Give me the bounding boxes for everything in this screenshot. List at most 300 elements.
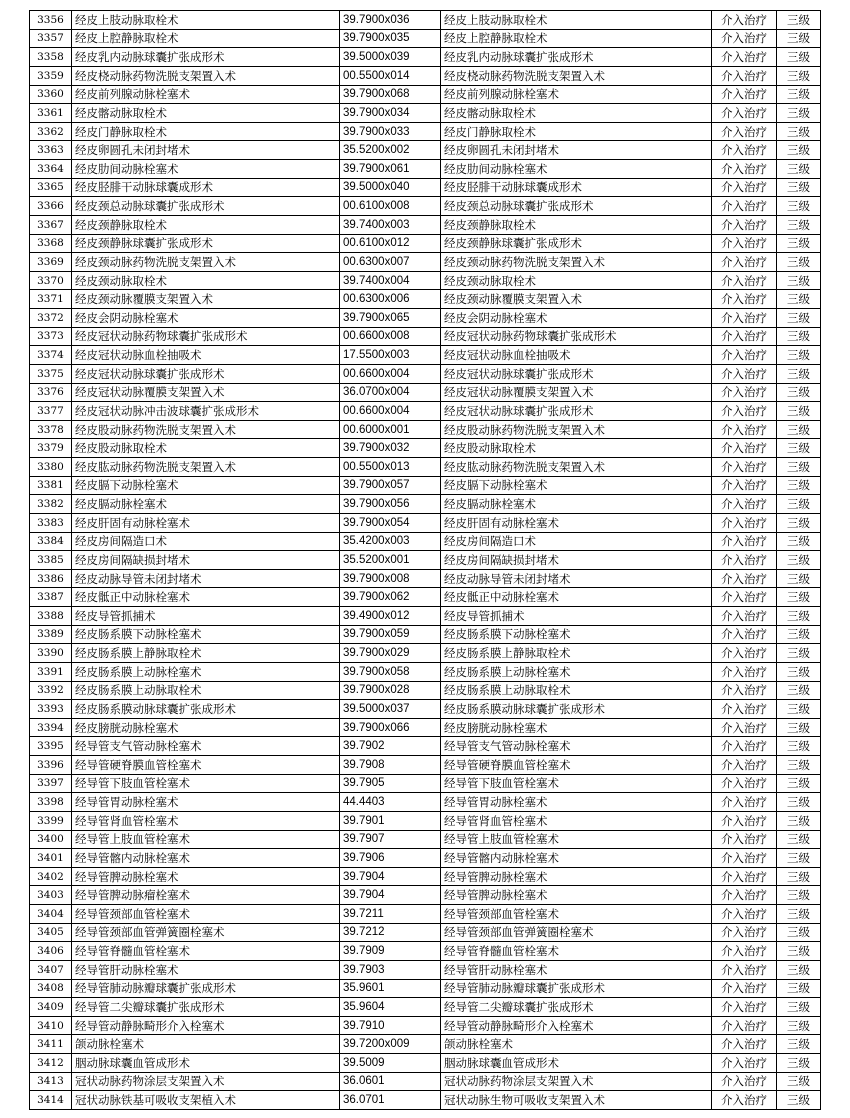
procedure-name: 经皮会阴动脉栓塞术 — [72, 309, 340, 328]
table-row — [30, 290, 821, 309]
procedure-category: 介入治疗 — [712, 830, 777, 849]
procedure-code: 44.4403 — [340, 793, 441, 812]
procedure-grade: 三级 — [777, 234, 821, 253]
procedure-grade: 三级 — [777, 905, 821, 924]
procedure-category: 介入治疗 — [712, 402, 777, 421]
table-row — [30, 830, 821, 849]
coded-procedure-name: 经皮冠状动脉球囊扩张成形术 — [441, 402, 712, 421]
table-row — [30, 215, 821, 234]
coded-procedure-name: 经导管脊髓血管栓塞术 — [441, 942, 712, 961]
row-number: 3400 — [30, 830, 72, 849]
procedure-grade: 三级 — [777, 346, 821, 365]
table-row — [30, 1016, 821, 1035]
procedure-category: 介入治疗 — [712, 681, 777, 700]
coded-procedure-name: 经导管脾动脉栓塞术 — [441, 886, 712, 905]
procedure-category: 介入治疗 — [712, 309, 777, 328]
table-row — [30, 569, 821, 588]
coded-procedure-name: 经皮前列腺动脉栓塞术 — [441, 85, 712, 104]
row-number: 3356 — [30, 11, 72, 30]
procedure-category: 介入治疗 — [712, 104, 777, 123]
procedure-grade: 三级 — [777, 104, 821, 123]
table-row — [30, 122, 821, 141]
procedure-category: 介入治疗 — [712, 122, 777, 141]
coded-procedure-name: 经皮颈动脉覆膜支架置入术 — [441, 290, 712, 309]
procedure-name: 经皮骶正中动脉栓塞术 — [72, 588, 340, 607]
procedure-category: 介入治疗 — [712, 458, 777, 477]
procedure-category: 介入治疗 — [712, 178, 777, 197]
row-number: 3413 — [30, 1072, 72, 1091]
procedure-name: 经皮股动脉取栓术 — [72, 439, 340, 458]
procedure-code: 00.6000x001 — [340, 420, 441, 439]
procedure-name: 经导管上肢血管栓塞术 — [72, 830, 340, 849]
procedure-name: 经皮上腔静脉取栓术 — [72, 29, 340, 48]
table-row — [30, 532, 821, 551]
procedure-category: 介入治疗 — [712, 215, 777, 234]
coded-procedure-name: 经皮冠状动脉血栓抽吸术 — [441, 346, 712, 365]
coded-procedure-name: 经皮膀胱动脉栓塞术 — [441, 718, 712, 737]
procedure-name: 经皮肝固有动脉栓塞术 — [72, 513, 340, 532]
procedure-name: 经皮冠状动脉冲击波球囊扩张成形术 — [72, 402, 340, 421]
coded-procedure-name: 经皮肱动脉药物洗脱支架置入术 — [441, 458, 712, 477]
procedure-name: 经导管支气管动脉栓塞术 — [72, 737, 340, 756]
row-number: 3375 — [30, 364, 72, 383]
coded-procedure-name: 经皮肠系膜下动脉栓塞术 — [441, 625, 712, 644]
procedure-category: 介入治疗 — [712, 383, 777, 402]
coded-procedure-name: 经皮股动脉取栓术 — [441, 439, 712, 458]
procedure-code: 35.5200x002 — [340, 141, 441, 160]
row-number: 3368 — [30, 234, 72, 253]
row-number: 3392 — [30, 681, 72, 700]
procedure-category: 介入治疗 — [712, 1016, 777, 1035]
coded-procedure-name: 经导管肺动脉瓣球囊扩张成形术 — [441, 979, 712, 998]
procedure-name: 经皮颈静脉取栓术 — [72, 215, 340, 234]
table-row — [30, 756, 821, 775]
procedure-code: 39.7906 — [340, 849, 441, 868]
procedure-category: 介入治疗 — [712, 253, 777, 272]
procedure-grade: 三级 — [777, 960, 821, 979]
coded-procedure-name: 经导管髂内动脉栓塞术 — [441, 849, 712, 868]
procedure-category: 介入治疗 — [712, 923, 777, 942]
procedure-name: 经导管二尖瓣球囊扩张成形术 — [72, 998, 340, 1017]
row-number: 3412 — [30, 1054, 72, 1073]
coded-procedure-name: 经皮冠状动脉球囊扩张成形术 — [441, 364, 712, 383]
procedure-grade: 三级 — [777, 793, 821, 812]
procedure-code: 39.7905 — [340, 774, 441, 793]
procedure-code: 35.4200x003 — [340, 532, 441, 551]
procedure-name: 经皮髂动脉取栓术 — [72, 104, 340, 123]
table-row — [30, 513, 821, 532]
procedure-category: 介入治疗 — [712, 718, 777, 737]
table-row — [30, 1035, 821, 1054]
procedure-name: 经皮颈动脉覆膜支架置入术 — [72, 290, 340, 309]
procedure-code: 36.0700x004 — [340, 383, 441, 402]
table-row — [30, 66, 821, 85]
procedure-name: 颌动脉栓塞术 — [72, 1035, 340, 1054]
table-row — [30, 923, 821, 942]
procedure-grade: 三级 — [777, 867, 821, 886]
row-number: 3410 — [30, 1016, 72, 1035]
procedure-name: 经皮膈下动脉栓塞术 — [72, 476, 340, 495]
procedure-grade: 三级 — [777, 160, 821, 179]
table-row — [30, 1054, 821, 1073]
row-number: 3408 — [30, 979, 72, 998]
procedure-category: 介入治疗 — [712, 737, 777, 756]
procedure-category: 介入治疗 — [712, 234, 777, 253]
procedure-table-body — [30, 11, 821, 1110]
procedure-code: 39.7211 — [340, 905, 441, 924]
procedure-category: 介入治疗 — [712, 886, 777, 905]
row-number: 3402 — [30, 867, 72, 886]
procedure-code: 39.7909 — [340, 942, 441, 961]
procedure-category: 介入治疗 — [712, 1091, 777, 1110]
row-number: 3378 — [30, 420, 72, 439]
table-row — [30, 160, 821, 179]
procedure-grade: 三级 — [777, 383, 821, 402]
table-row — [30, 700, 821, 719]
procedure-grade: 三级 — [777, 1091, 821, 1110]
procedure-name: 经导管脾动脉栓塞术 — [72, 867, 340, 886]
coded-procedure-name: 经导管二尖瓣球囊扩张成形术 — [441, 998, 712, 1017]
procedure-code: 39.7900x029 — [340, 644, 441, 663]
procedure-grade: 三级 — [777, 811, 821, 830]
row-number: 3357 — [30, 29, 72, 48]
procedure-name: 经导管硬脊膜血管栓塞术 — [72, 756, 340, 775]
procedure-grade: 三级 — [777, 66, 821, 85]
procedure-category: 介入治疗 — [712, 29, 777, 48]
row-number: 3364 — [30, 160, 72, 179]
procedure-grade: 三级 — [777, 849, 821, 868]
row-number: 3404 — [30, 905, 72, 924]
row-number: 3370 — [30, 271, 72, 290]
row-number: 3365 — [30, 178, 72, 197]
procedure-grade: 三级 — [777, 178, 821, 197]
procedure-code: 39.4900x012 — [340, 607, 441, 626]
procedure-grade: 三级 — [777, 271, 821, 290]
procedure-grade: 三级 — [777, 513, 821, 532]
row-number: 3367 — [30, 215, 72, 234]
procedure-category: 介入治疗 — [712, 439, 777, 458]
procedure-grade: 三级 — [777, 364, 821, 383]
procedure-code: 00.6600x004 — [340, 364, 441, 383]
procedure-category: 介入治疗 — [712, 849, 777, 868]
procedure-name: 经皮肠系膜上静脉取栓术 — [72, 644, 340, 663]
coded-procedure-name: 经皮骶正中动脉栓塞术 — [441, 588, 712, 607]
row-number: 3405 — [30, 923, 72, 942]
row-number: 3376 — [30, 383, 72, 402]
coded-procedure-name: 经导管肾血管栓塞术 — [441, 811, 712, 830]
procedure-name: 经皮冠状动脉血栓抽吸术 — [72, 346, 340, 365]
row-number: 3384 — [30, 532, 72, 551]
procedure-code: 17.5500x003 — [340, 346, 441, 365]
row-number: 3373 — [30, 327, 72, 346]
coded-procedure-name: 冠状动脉药物涂层支架置入术 — [441, 1072, 712, 1091]
table-row — [30, 1091, 821, 1110]
procedure-name: 经导管肾血管栓塞术 — [72, 811, 340, 830]
table-row — [30, 104, 821, 123]
table-row — [30, 458, 821, 477]
row-number: 3387 — [30, 588, 72, 607]
row-number: 3391 — [30, 662, 72, 681]
procedure-category: 介入治疗 — [712, 513, 777, 532]
table-row — [30, 309, 821, 328]
procedure-grade: 三级 — [777, 774, 821, 793]
coded-procedure-name: 冠状动脉生物可吸收支架置入术 — [441, 1091, 712, 1110]
coded-procedure-name: 经皮膈动脉栓塞术 — [441, 495, 712, 514]
row-number: 3395 — [30, 737, 72, 756]
table-row — [30, 849, 821, 868]
procedure-category: 介入治疗 — [712, 644, 777, 663]
row-number: 3407 — [30, 960, 72, 979]
procedure-grade: 三级 — [777, 1035, 821, 1054]
coded-procedure-name: 经皮颈动脉药物洗脱支架置入术 — [441, 253, 712, 272]
procedure-name: 经皮肠系膜动脉球囊扩张成形术 — [72, 700, 340, 719]
procedure-code: 39.7400x004 — [340, 271, 441, 290]
procedure-code: 39.7900x058 — [340, 662, 441, 681]
procedure-name: 经皮颈静脉球囊扩张成形术 — [72, 234, 340, 253]
procedure-code: 00.5500x014 — [340, 66, 441, 85]
row-number: 3399 — [30, 811, 72, 830]
coded-procedure-name: 经皮房间隔造口术 — [441, 532, 712, 551]
row-number: 3361 — [30, 104, 72, 123]
table-row — [30, 1072, 821, 1091]
table-row — [30, 644, 821, 663]
table-row — [30, 383, 821, 402]
table-row — [30, 681, 821, 700]
procedure-code: 39.7900x034 — [340, 104, 441, 123]
procedure-category: 介入治疗 — [712, 364, 777, 383]
procedure-name: 经皮颈总动脉球囊扩张成形术 — [72, 197, 340, 216]
procedure-code: 39.7900x066 — [340, 718, 441, 737]
procedure-grade: 三级 — [777, 327, 821, 346]
coded-procedure-name: 经导管肝动脉栓塞术 — [441, 960, 712, 979]
procedure-code: 39.7400x003 — [340, 215, 441, 234]
procedure-grade: 三级 — [777, 48, 821, 67]
table-row — [30, 718, 821, 737]
procedure-grade: 三级 — [777, 886, 821, 905]
procedure-category: 介入治疗 — [712, 607, 777, 626]
procedure-name: 经皮导管抓捕术 — [72, 607, 340, 626]
row-number: 3397 — [30, 774, 72, 793]
procedure-category: 介入治疗 — [712, 793, 777, 812]
procedure-code: 39.7900x032 — [340, 439, 441, 458]
procedure-category: 介入治疗 — [712, 11, 777, 30]
table-row — [30, 960, 821, 979]
procedure-name: 经导管脾动脉瘤栓塞术 — [72, 886, 340, 905]
procedure-code: 39.7900x068 — [340, 85, 441, 104]
table-row — [30, 979, 821, 998]
table-row — [30, 867, 821, 886]
procedure-grade: 三级 — [777, 681, 821, 700]
procedure-category: 介入治疗 — [712, 662, 777, 681]
procedure-code: 39.7900x057 — [340, 476, 441, 495]
procedure-code: 39.7900x035 — [340, 29, 441, 48]
procedure-code: 35.5200x001 — [340, 551, 441, 570]
procedure-name: 经导管脊髓血管栓塞术 — [72, 942, 340, 961]
coded-procedure-name: 经皮颈静脉取栓术 — [441, 215, 712, 234]
procedure-code: 39.5000x040 — [340, 178, 441, 197]
coded-procedure-name: 经皮股动脉药物洗脱支架置入术 — [441, 420, 712, 439]
procedure-name: 经皮前列腺动脉栓塞术 — [72, 85, 340, 104]
row-number: 3358 — [30, 48, 72, 67]
procedure-name: 经皮门静脉取栓术 — [72, 122, 340, 141]
procedure-code: 39.7900x059 — [340, 625, 441, 644]
procedure-category: 介入治疗 — [712, 774, 777, 793]
coded-procedure-name: 经皮肠系膜上静脉取栓术 — [441, 644, 712, 663]
procedure-code: 00.6100x012 — [340, 234, 441, 253]
procedure-table — [29, 10, 821, 1110]
procedure-code: 39.7900x065 — [340, 309, 441, 328]
procedure-name: 经皮膀胱动脉栓塞术 — [72, 718, 340, 737]
procedure-category: 介入治疗 — [712, 290, 777, 309]
procedure-code: 39.7200x009 — [340, 1035, 441, 1054]
row-number: 3414 — [30, 1091, 72, 1110]
coded-procedure-name: 经皮肝固有动脉栓塞术 — [441, 513, 712, 532]
procedure-code: 35.9601 — [340, 979, 441, 998]
row-number: 3406 — [30, 942, 72, 961]
procedure-grade: 三级 — [777, 402, 821, 421]
procedure-name: 经皮房间隔造口术 — [72, 532, 340, 551]
procedure-code: 39.7900x028 — [340, 681, 441, 700]
table-row — [30, 774, 821, 793]
table-row — [30, 942, 821, 961]
procedure-grade: 三级 — [777, 718, 821, 737]
procedure-code: 39.7900x008 — [340, 569, 441, 588]
procedure-name: 经导管颈部血管弹簧圈栓塞术 — [72, 923, 340, 942]
coded-procedure-name: 经皮上肢动脉取栓术 — [441, 11, 712, 30]
procedure-category: 介入治疗 — [712, 1054, 777, 1073]
procedure-name: 经皮股动脉药物洗脱支架置入术 — [72, 420, 340, 439]
procedure-name: 经皮肠系膜上动脉栓塞术 — [72, 662, 340, 681]
procedure-code: 39.7908 — [340, 756, 441, 775]
procedure-category: 介入治疗 — [712, 495, 777, 514]
procedure-name: 经皮房间隔缺损封堵术 — [72, 551, 340, 570]
procedure-category: 介入治疗 — [712, 588, 777, 607]
row-number: 3362 — [30, 122, 72, 141]
table-row — [30, 48, 821, 67]
procedure-grade: 三级 — [777, 1054, 821, 1073]
coded-procedure-name: 经导管支气管动脉栓塞术 — [441, 737, 712, 756]
coded-procedure-name: 经皮门静脉取栓术 — [441, 122, 712, 141]
procedure-code: 39.7901 — [340, 811, 441, 830]
coded-procedure-name: 经导管颈部血管栓塞术 — [441, 905, 712, 924]
procedure-name: 经导管颈部血管栓塞术 — [72, 905, 340, 924]
procedure-grade: 三级 — [777, 588, 821, 607]
table-row — [30, 662, 821, 681]
table-row — [30, 29, 821, 48]
row-number: 3386 — [30, 569, 72, 588]
table-row — [30, 141, 821, 160]
coded-procedure-name: 经皮肠系膜动脉球囊扩张成形术 — [441, 700, 712, 719]
table-row — [30, 85, 821, 104]
table-row — [30, 271, 821, 290]
procedure-name: 经皮上肢动脉取栓术 — [72, 11, 340, 30]
row-number: 3385 — [30, 551, 72, 570]
procedure-category: 介入治疗 — [712, 625, 777, 644]
table-row — [30, 11, 821, 30]
procedure-name: 经皮冠状动脉覆膜支架置入术 — [72, 383, 340, 402]
procedure-name: 经导管动静脉畸形介入栓塞术 — [72, 1016, 340, 1035]
row-number: 3403 — [30, 886, 72, 905]
procedure-name: 经皮乳内动脉球囊扩张成形术 — [72, 48, 340, 67]
procedure-code: 35.9604 — [340, 998, 441, 1017]
procedure-category: 介入治疗 — [712, 141, 777, 160]
procedure-grade: 三级 — [777, 29, 821, 48]
table-row — [30, 253, 821, 272]
procedure-category: 介入治疗 — [712, 48, 777, 67]
procedure-category: 介入治疗 — [712, 327, 777, 346]
procedure-grade: 三级 — [777, 923, 821, 942]
table-row — [30, 402, 821, 421]
coded-procedure-name: 经导管颈部血管弹簧圈栓塞术 — [441, 923, 712, 942]
procedure-grade: 三级 — [777, 253, 821, 272]
procedure-category: 介入治疗 — [712, 998, 777, 1017]
coded-procedure-name: 经导管下肢血管栓塞术 — [441, 774, 712, 793]
procedure-grade: 三级 — [777, 85, 821, 104]
row-number: 3411 — [30, 1035, 72, 1054]
coded-procedure-name: 经导管硬脊膜血管栓塞术 — [441, 756, 712, 775]
table-row — [30, 476, 821, 495]
procedure-grade: 三级 — [777, 532, 821, 551]
procedure-grade: 三级 — [777, 141, 821, 160]
procedure-category: 介入治疗 — [712, 346, 777, 365]
procedure-name: 经导管肺动脉瓣球囊扩张成形术 — [72, 979, 340, 998]
procedure-code: 39.7903 — [340, 960, 441, 979]
row-number: 3401 — [30, 849, 72, 868]
procedure-grade: 三级 — [777, 309, 821, 328]
coded-procedure-name: 经皮肋间动脉栓塞术 — [441, 160, 712, 179]
procedure-name: 经皮胫腓干动脉球囊成形术 — [72, 178, 340, 197]
coded-procedure-name: 经皮动脉导管未闭封堵术 — [441, 569, 712, 588]
row-number: 3389 — [30, 625, 72, 644]
table-row — [30, 364, 821, 383]
procedure-category: 介入治疗 — [712, 551, 777, 570]
procedure-grade: 三级 — [777, 439, 821, 458]
procedure-grade: 三级 — [777, 569, 821, 588]
coded-procedure-name: 经皮冠状动脉覆膜支架置入术 — [441, 383, 712, 402]
procedure-name: 经皮肠系膜下动脉栓塞术 — [72, 625, 340, 644]
procedure-code: 39.7904 — [340, 867, 441, 886]
procedure-category: 介入治疗 — [712, 700, 777, 719]
coded-procedure-name: 经皮冠状动脉药物球囊扩张成形术 — [441, 327, 712, 346]
procedure-code: 39.7900x054 — [340, 513, 441, 532]
procedure-name: 胭动脉球囊血管成形术 — [72, 1054, 340, 1073]
procedure-grade: 三级 — [777, 551, 821, 570]
table-row — [30, 588, 821, 607]
procedure-code: 36.0601 — [340, 1072, 441, 1091]
table-row — [30, 439, 821, 458]
procedure-name: 冠状动脉药物涂层支架置入术 — [72, 1072, 340, 1091]
coded-procedure-name: 经皮髂动脉取栓术 — [441, 104, 712, 123]
row-number: 3369 — [30, 253, 72, 272]
table-row — [30, 495, 821, 514]
table-row — [30, 625, 821, 644]
coded-procedure-name: 经皮肠系膜上动脉栓塞术 — [441, 662, 712, 681]
procedure-code: 39.7904 — [340, 886, 441, 905]
table-row — [30, 178, 821, 197]
row-number: 3396 — [30, 756, 72, 775]
procedure-category: 介入治疗 — [712, 420, 777, 439]
procedure-code: 39.7900x033 — [340, 122, 441, 141]
procedure-category: 介入治疗 — [712, 271, 777, 290]
coded-procedure-name: 经导管上肢血管栓塞术 — [441, 830, 712, 849]
procedure-category: 介入治疗 — [712, 979, 777, 998]
table-row — [30, 346, 821, 365]
procedure-grade: 三级 — [777, 737, 821, 756]
row-number: 3379 — [30, 439, 72, 458]
procedure-code: 39.5000x037 — [340, 700, 441, 719]
procedure-category: 介入治疗 — [712, 867, 777, 886]
coded-procedure-name: 经导管胃动脉栓塞术 — [441, 793, 712, 812]
